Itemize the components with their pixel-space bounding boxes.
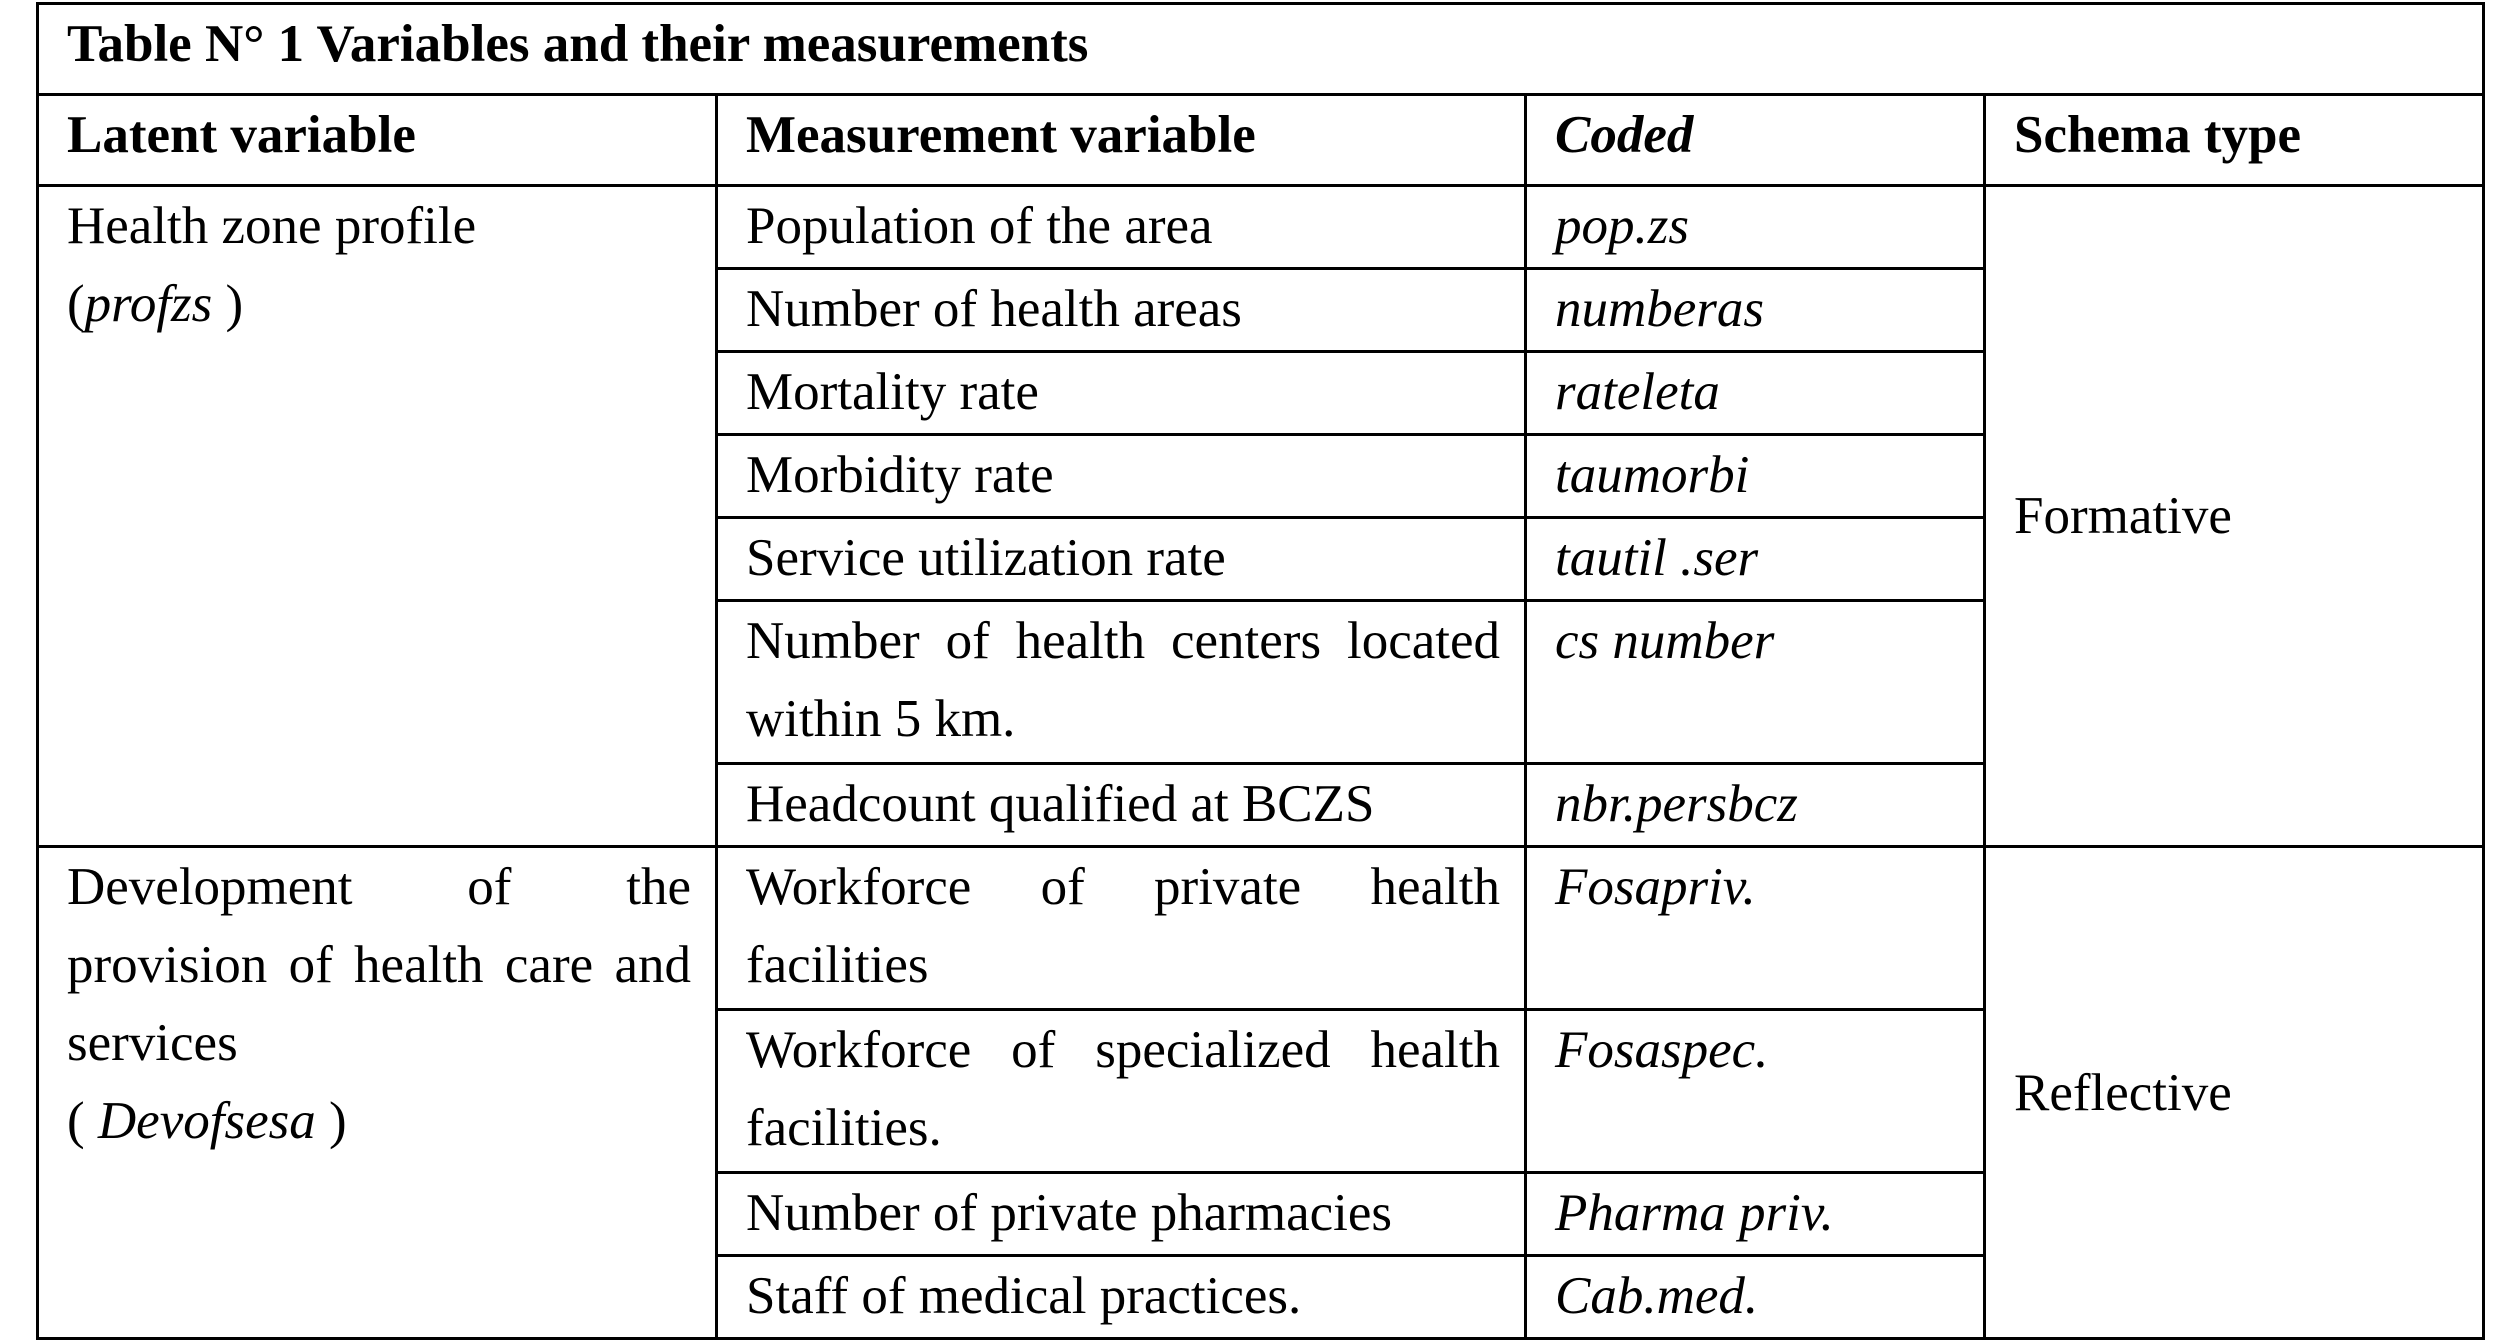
latent-variable-name: Health zone profile (67, 197, 477, 255)
measurement-variable: Mortality rate (717, 352, 1526, 435)
header-measurement-variable: Measurement variable (717, 95, 1526, 186)
header-schema-type: Schema type (1985, 95, 2484, 186)
coded-value: Pharma priv. (1526, 1173, 1985, 1256)
measurement-variable: Workforce of private health facilities (717, 847, 1526, 1010)
measurement-variable: Number of private pharmacies (717, 1173, 1526, 1256)
coded-value: taumorbi (1526, 435, 1985, 518)
table-title: Table N° 1 Variables and their measurements (38, 4, 2484, 95)
table-header-row (38, 95, 2484, 186)
table-title-row (38, 4, 2484, 95)
table-row (38, 186, 2484, 269)
coded-value: tautil .ser (1526, 518, 1985, 601)
measurement-variable: Number of health centers located within 5 km. (717, 601, 1526, 764)
schema-type-cell: Formative (1985, 186, 2484, 847)
measurement-variable: Staff of medical practices. (717, 1256, 1526, 1339)
coded-value: rateleta (1526, 352, 1985, 435)
coded-value: Fosaspec. (1526, 1010, 1985, 1173)
measurement-variable: Workforce of specialized health facilities. (717, 1010, 1526, 1173)
coded-value: numberas (1526, 269, 1985, 352)
measurement-variable: Service utilization rate (717, 518, 1526, 601)
latent-variable-code: Devofsesa (97, 1092, 316, 1150)
coded-value: Fosapriv. (1526, 847, 1985, 1010)
coded-value: cs number (1526, 601, 1985, 764)
variables-table (36, 2, 2485, 1340)
coded-value: nbr.persbcz (1526, 764, 1985, 847)
measurement-variable: Headcount qualified at BCZS (717, 764, 1526, 847)
schema-type-cell: Reflective (1985, 847, 2484, 1339)
header-latent-variable: Latent variable (38, 95, 717, 186)
coded-value: Cab.med. (1526, 1256, 1985, 1339)
latent-variable-cell: Development of the provision of health care and services ( Devofsesa ) (38, 847, 717, 1339)
table-row (38, 847, 2484, 1010)
coded-value: pop.zs (1526, 186, 1985, 269)
latent-variable-name: Development of the provision of health care and services (67, 858, 691, 1072)
header-coded: Coded (1526, 95, 1985, 186)
measurement-variable: Number of health areas (717, 269, 1526, 352)
latent-variable-code: profzs (84, 275, 213, 333)
measurement-variable: Population of the area (717, 186, 1526, 269)
measurement-variable: Morbidity rate (717, 435, 1526, 518)
latent-variable-cell: Health zone profile (profzs ) (38, 186, 717, 847)
